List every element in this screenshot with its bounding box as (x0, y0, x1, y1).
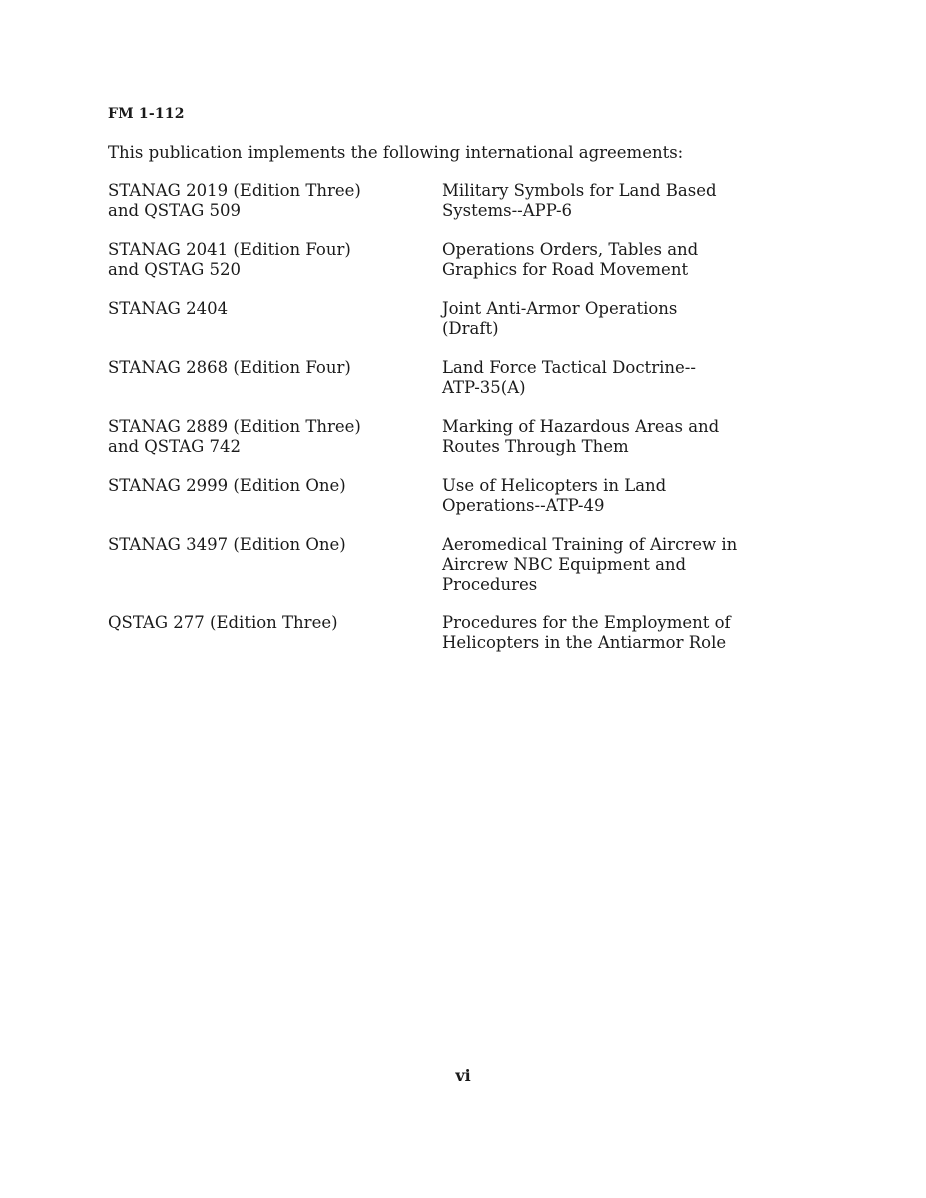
agreement-standard: QSTAG 277 (Edition Three) (108, 613, 338, 632)
agreement-standard: STANAG 2999 (Edition One) (108, 476, 346, 495)
agreement-standard: STANAG 2019 (Edition Three) and QSTAG 509 (108, 181, 361, 220)
agreement-row (108, 240, 808, 299)
agreement-row (108, 299, 808, 358)
agreement-row (108, 613, 808, 653)
agreement-row (108, 181, 808, 240)
document-id: FM 1-112 (108, 106, 185, 122)
agreement-title: Procedures for the Employment of Helicopters in the Antiarmor Role (442, 613, 731, 652)
agreement-title: Operations Orders, Tables and Graphics for Road Movement (442, 240, 699, 279)
agreement-standard: STANAG 2889 (Edition Three) and QSTAG 742 (108, 417, 361, 456)
agreements-list (108, 181, 808, 653)
agreement-row (108, 535, 808, 613)
agreement-standard: STANAG 2404 (108, 299, 229, 318)
agreement-title: Military Symbols for Land Based Systems--APP-6 (442, 181, 717, 220)
agreement-title: Aeromedical Training of Aircrew in Aircrew NBC Equipment and Procedures (442, 535, 738, 594)
agreement-title: Joint Anti-Armor Operations (Draft) (442, 299, 678, 338)
agreement-row (108, 358, 808, 417)
page-number: vi (455, 1066, 471, 1085)
agreement-standard: STANAG 2868 (Edition Four) (108, 358, 351, 377)
intro-text: This publication implements the following international agreements: (108, 143, 684, 162)
agreement-standard: STANAG 3497 (Edition One) (108, 535, 346, 554)
agreement-standard: STANAG 2041 (Edition Four) and QSTAG 520 (108, 240, 351, 279)
agreement-row (108, 476, 808, 535)
agreement-title: Marking of Hazardous Areas and Routes Through Them (442, 417, 720, 456)
agreement-title: Land Force Tactical Doctrine-- ATP-35(A) (442, 358, 696, 397)
agreement-row (108, 417, 808, 476)
agreement-title: Use of Helicopters in Land Operations--ATP-49 (442, 476, 667, 515)
